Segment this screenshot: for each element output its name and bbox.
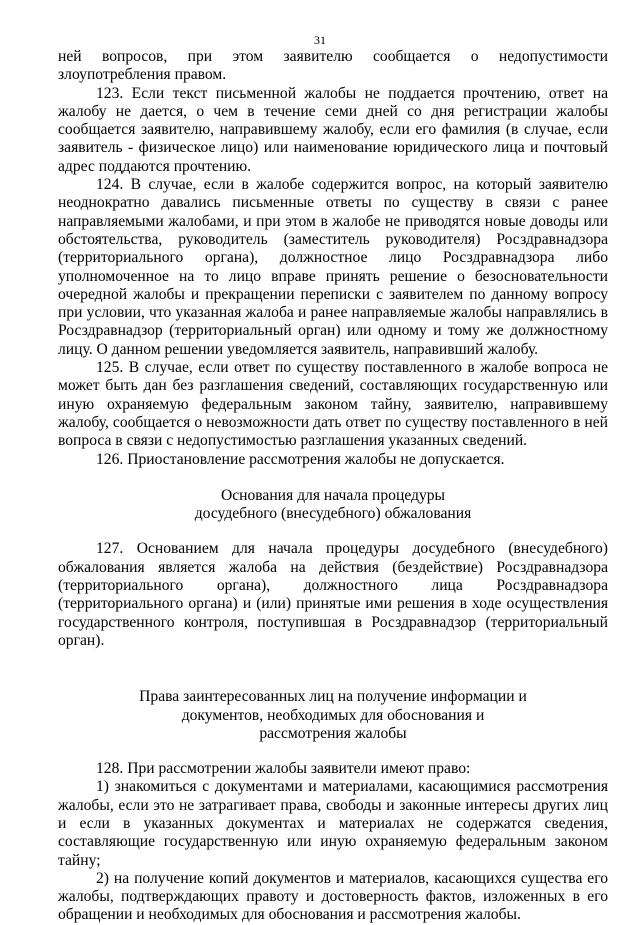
paragraph-128-item-2: 2) на получение копий документов и материалов, касающихся существа его жалобы, подтверждающих правоту и достоверность фактов, изложенных в его обращении и необходимых для обоснования и рассмотрения жалобы. xyxy=(58,869,608,924)
heading-line: досудебного (внесудебного) обжалования xyxy=(194,505,472,523)
paragraph-124: 124. В случае, если в жалобе содержится вопрос, на который заявителю неоднократно давались письменные ответы по существу в связи с ранее направляемыми жалобами, и при этом в жалобе не приводятся новые доводы или обстоятельства, руководитель (заместитель руководителя) Росздравнадзора (территориального органа), должностное лицо Росздравнадзора либо уполномоченное на то лицо вправе принять решение о безосновательности очередной жалобы и прекращении переписки с заявителем по данному вопросу при условии, что указанная жалоба и ранее направляемые жалобы направлялись в Росздравнадзор (территориальный орган) или одному и тому же должностному лицу. О данном решении уведомляется заявитель, направивший жалобу. xyxy=(58,176,608,358)
document-body xyxy=(58,48,608,925)
heading-line: рассмотрения жалобы xyxy=(259,724,407,742)
heading-line: документов, необходимых для обоснования и xyxy=(181,706,485,724)
heading-line: Права заинтересованных лиц на получение информации и xyxy=(139,688,527,706)
paragraph-continuation: ней вопросов, при этом заявителю сообщается о недопустимости злоупотребления правом. xyxy=(58,48,608,84)
heading-line: Основания для начала процедуры xyxy=(220,486,446,504)
paragraph-128: 128. При рассмотрении жалобы заявители имеют право: xyxy=(96,760,471,778)
paragraph-127: 127. Основанием для начала процедуры досудебного (внесудебного) обжалования является жалоба на действия (бездействие) Росздравнадзора (территориального органа), должностного лица Росздравнадзора (территориального органа) и (или) принятые ими решения в ходе осуществления государственного контроля, поступившая в Росздравнадзор (территориальный орган). xyxy=(58,540,608,649)
paragraph-128-item-1: 1) знакомиться с документами и материалами, касающимися рассмотрения жалобы, если это не затрагивает права, свободы и законные интересы других лиц и если в указанных документах и материалах не содержатся сведения, составляющие государственную или иную охраняемую федеральным законом тайну; xyxy=(58,778,608,869)
paragraph-123: 123. Если текст письменной жалобы не поддается прочтению, ответ на жалобу не дается, о чем в течение семи дней со дня регистрации жалобы сообщается заявителю, направившему жалобу, если его фамилия (в случае, если заявитель - физическое лицо) или наименование юридического лица и почтовый адрес поддаются прочтению. xyxy=(58,84,608,175)
paragraph-125: 125. В случае, если ответ по существу поставленного в жалобе вопроса не может быть дан без разглашения сведений, составляющих государственную или иную охраняемую федеральным законом тайну, заявителю, направившему жалобу, сообщается о невозможности дать ответ по существу поставленного в ней вопроса в связи с недопустимостью разглашения указанных сведений. xyxy=(58,359,608,450)
section-heading-appeal-grounds xyxy=(58,487,608,524)
paragraph-126: 126. Приостановление рассмотрения жалобы не допускается. xyxy=(96,450,505,468)
section-heading-rights xyxy=(58,688,608,743)
page-number: 31 xyxy=(314,33,326,47)
